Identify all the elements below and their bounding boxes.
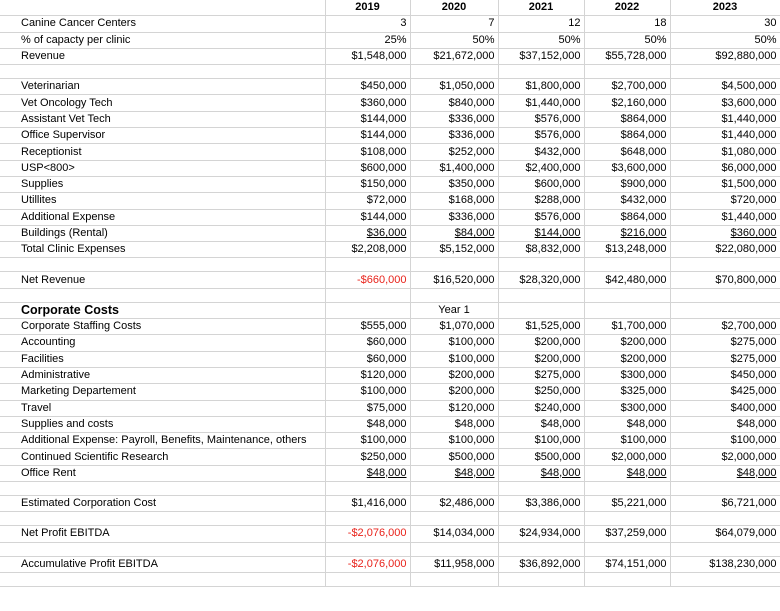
- value-cell[interactable]: $250,000: [498, 384, 584, 400]
- value-cell[interactable]: $252,000: [410, 144, 498, 160]
- header-row: [0, 0, 780, 16]
- value-cell[interactable]: $1,440,000: [670, 111, 780, 127]
- value-cell[interactable]: $216,000: [584, 225, 670, 241]
- value-cell[interactable]: $288,000: [498, 193, 584, 209]
- blank-row: [0, 258, 780, 272]
- blank-row: [0, 542, 780, 556]
- empty-cell[interactable]: [498, 258, 584, 272]
- value-cell[interactable]: $100,000: [410, 433, 498, 449]
- value-cell[interactable]: 50%: [498, 32, 584, 48]
- value-cell[interactable]: $350,000: [410, 176, 498, 192]
- value-cell[interactable]: $336,000: [410, 128, 498, 144]
- value-cell[interactable]: $37,259,000: [584, 526, 670, 542]
- value-cell[interactable]: 3: [325, 16, 410, 32]
- value-cell[interactable]: $200,000: [410, 384, 498, 400]
- table-row: [0, 79, 780, 95]
- empty-cell[interactable]: [584, 302, 670, 318]
- value-cell[interactable]: $840,000: [410, 95, 498, 111]
- row-label-cell[interactable]: Travel: [0, 400, 325, 416]
- table-row: [0, 400, 780, 416]
- value-cell[interactable]: $48,000: [584, 465, 670, 481]
- row-label-cell[interactable]: Supplies: [0, 176, 325, 192]
- row-label-cell[interactable]: Net Profit EBITDA: [0, 526, 325, 542]
- empty-cell[interactable]: [498, 542, 584, 556]
- empty-cell[interactable]: [670, 542, 780, 556]
- value-cell[interactable]: $24,934,000: [498, 526, 584, 542]
- row-label-cell[interactable]: % of capacty per clinic: [0, 32, 325, 48]
- value-cell[interactable]: $3,600,000: [670, 95, 780, 111]
- empty-cell[interactable]: [670, 65, 780, 79]
- row-label-cell[interactable]: Additional Expense: [0, 209, 325, 225]
- value-cell[interactable]: $5,221,000: [584, 496, 670, 512]
- value-cell[interactable]: $425,000: [670, 384, 780, 400]
- year-header-cell[interactable]: 2021: [498, 0, 584, 16]
- value-cell[interactable]: $100,000: [498, 433, 584, 449]
- empty-cell[interactable]: [325, 302, 410, 318]
- value-cell[interactable]: $600,000: [325, 160, 410, 176]
- value-cell[interactable]: $1,548,000: [325, 48, 410, 64]
- year-note-cell[interactable]: Year 1: [410, 302, 498, 318]
- value-cell[interactable]: $75,000: [325, 400, 410, 416]
- value-cell[interactable]: $22,080,000: [670, 242, 780, 258]
- value-cell[interactable]: $48,000: [670, 416, 780, 432]
- value-cell[interactable]: $70,800,000: [670, 272, 780, 288]
- blank-row: [0, 65, 780, 79]
- value-cell[interactable]: $450,000: [670, 367, 780, 383]
- table-row: [0, 433, 780, 449]
- value-cell[interactable]: $120,000: [325, 367, 410, 383]
- empty-cell[interactable]: [670, 302, 780, 318]
- value-cell[interactable]: $144,000: [325, 128, 410, 144]
- value-cell[interactable]: $8,832,000: [498, 242, 584, 258]
- table-row: [0, 160, 780, 176]
- empty-cell[interactable]: [670, 482, 780, 496]
- empty-cell[interactable]: [410, 258, 498, 272]
- value-cell[interactable]: $1,400,000: [410, 160, 498, 176]
- row-label-cell[interactable]: Receptionist: [0, 144, 325, 160]
- value-cell[interactable]: $120,000: [410, 400, 498, 416]
- section-title[interactable]: Corporate Costs: [0, 302, 325, 318]
- corporate-title-row: [0, 302, 780, 318]
- value-cell[interactable]: $900,000: [584, 176, 670, 192]
- value-cell[interactable]: $48,000: [498, 465, 584, 481]
- value-cell[interactable]: $2,400,000: [498, 160, 584, 176]
- value-cell[interactable]: $864,000: [584, 111, 670, 127]
- value-cell[interactable]: $200,000: [584, 335, 670, 351]
- value-cell[interactable]: $64,079,000: [670, 526, 780, 542]
- value-cell[interactable]: $1,440,000: [498, 95, 584, 111]
- empty-cell[interactable]: [0, 288, 325, 302]
- empty-cell[interactable]: [670, 258, 780, 272]
- value-cell[interactable]: $13,248,000: [584, 242, 670, 258]
- value-cell[interactable]: $576,000: [498, 209, 584, 225]
- row-label-cell[interactable]: Continued Scientific Research: [0, 449, 325, 465]
- value-cell[interactable]: $28,320,000: [498, 272, 584, 288]
- empty-cell[interactable]: [325, 288, 410, 302]
- value-cell[interactable]: $5,152,000: [410, 242, 498, 258]
- empty-cell[interactable]: [325, 258, 410, 272]
- row-label-cell[interactable]: Marketing Departement: [0, 384, 325, 400]
- year-header-cell[interactable]: 2019: [325, 0, 410, 16]
- row-label-cell[interactable]: Administrative: [0, 367, 325, 383]
- row-label-cell[interactable]: Estimated Corporation Cost: [0, 496, 325, 512]
- value-cell[interactable]: $6,000,000: [670, 160, 780, 176]
- empty-cell[interactable]: [410, 288, 498, 302]
- value-cell[interactable]: 50%: [584, 32, 670, 48]
- value-cell[interactable]: $36,892,000: [498, 556, 584, 572]
- value-cell[interactable]: $2,486,000: [410, 496, 498, 512]
- table-row: [0, 144, 780, 160]
- value-cell[interactable]: $100,000: [584, 433, 670, 449]
- value-cell[interactable]: $6,721,000: [670, 496, 780, 512]
- year-header-cell[interactable]: 2023: [670, 0, 780, 16]
- value-cell[interactable]: -$2,076,000: [325, 526, 410, 542]
- empty-cell[interactable]: [498, 512, 584, 526]
- blank-row: [0, 512, 780, 526]
- value-cell[interactable]: $21,672,000: [410, 48, 498, 64]
- value-cell[interactable]: $325,000: [584, 384, 670, 400]
- table-row: [0, 193, 780, 209]
- value-cell[interactable]: -$660,000: [325, 272, 410, 288]
- row-label-cell[interactable]: Supplies and costs: [0, 416, 325, 432]
- empty-cell[interactable]: [0, 572, 325, 586]
- value-cell[interactable]: 50%: [670, 32, 780, 48]
- value-cell[interactable]: $48,000: [410, 465, 498, 481]
- row-label-cell[interactable]: Net Revenue: [0, 272, 325, 288]
- row-label-cell[interactable]: Accounting: [0, 335, 325, 351]
- value-cell[interactable]: $100,000: [670, 433, 780, 449]
- value-cell[interactable]: $2,208,000: [325, 242, 410, 258]
- empty-cell[interactable]: [498, 65, 584, 79]
- value-cell[interactable]: $300,000: [584, 367, 670, 383]
- value-cell[interactable]: $48,000: [498, 416, 584, 432]
- table-row: [0, 48, 780, 64]
- value-cell[interactable]: $36,000: [325, 225, 410, 241]
- empty-cell[interactable]: [410, 572, 498, 586]
- empty-cell[interactable]: [0, 65, 325, 79]
- value-cell[interactable]: $100,000: [410, 335, 498, 351]
- row-label-cell[interactable]: Corporate Staffing Costs: [0, 319, 325, 335]
- value-cell[interactable]: $144,000: [498, 225, 584, 241]
- value-cell[interactable]: 7: [410, 16, 498, 32]
- table-row: [0, 351, 780, 367]
- table-row: [0, 242, 780, 258]
- table-row: [0, 526, 780, 542]
- empty-cell[interactable]: [0, 0, 325, 16]
- row-label-cell[interactable]: Vet Oncology Tech: [0, 95, 325, 111]
- value-cell[interactable]: $1,525,000: [498, 319, 584, 335]
- table-row: [0, 111, 780, 127]
- value-cell[interactable]: $336,000: [410, 209, 498, 225]
- value-cell[interactable]: $240,000: [498, 400, 584, 416]
- value-cell[interactable]: $864,000: [584, 128, 670, 144]
- value-cell[interactable]: 30: [670, 16, 780, 32]
- value-cell[interactable]: $16,520,000: [410, 272, 498, 288]
- value-cell[interactable]: $450,000: [325, 79, 410, 95]
- value-cell[interactable]: $2,700,000: [584, 79, 670, 95]
- value-cell[interactable]: $74,151,000: [584, 556, 670, 572]
- table-row: [0, 319, 780, 335]
- value-cell[interactable]: $1,440,000: [670, 209, 780, 225]
- value-cell[interactable]: $2,160,000: [584, 95, 670, 111]
- value-cell[interactable]: $2,700,000: [670, 319, 780, 335]
- empty-cell[interactable]: [584, 512, 670, 526]
- value-cell[interactable]: $250,000: [325, 449, 410, 465]
- value-cell[interactable]: $168,000: [410, 193, 498, 209]
- empty-cell[interactable]: [670, 512, 780, 526]
- row-label-cell[interactable]: Canine Cancer Centers: [0, 16, 325, 32]
- value-cell[interactable]: $275,000: [498, 367, 584, 383]
- table-row: [0, 384, 780, 400]
- value-cell[interactable]: 12: [498, 16, 584, 32]
- value-cell[interactable]: $200,000: [584, 351, 670, 367]
- blank-row: [0, 572, 780, 586]
- table-row: [0, 556, 780, 572]
- value-cell[interactable]: $720,000: [670, 193, 780, 209]
- value-cell[interactable]: $72,000: [325, 193, 410, 209]
- table-row: [0, 335, 780, 351]
- blank-row: [0, 288, 780, 302]
- value-cell[interactable]: $84,000: [410, 225, 498, 241]
- value-cell[interactable]: $275,000: [670, 351, 780, 367]
- value-cell[interactable]: $200,000: [498, 351, 584, 367]
- empty-cell[interactable]: [0, 482, 325, 496]
- row-label-cell[interactable]: Total Clinic Expenses: [0, 242, 325, 258]
- empty-cell[interactable]: [670, 572, 780, 586]
- value-cell[interactable]: $48,000: [325, 465, 410, 481]
- value-cell[interactable]: $60,000: [325, 351, 410, 367]
- value-cell[interactable]: $48,000: [670, 465, 780, 481]
- row-label-cell[interactable]: Veterinarian: [0, 79, 325, 95]
- value-cell[interactable]: $1,800,000: [498, 79, 584, 95]
- value-cell[interactable]: $1,416,000: [325, 496, 410, 512]
- year-header-cell[interactable]: 2022: [584, 0, 670, 16]
- empty-cell[interactable]: [584, 288, 670, 302]
- value-cell[interactable]: $1,700,000: [584, 319, 670, 335]
- row-label-cell[interactable]: Accumulative Profit EBITDA: [0, 556, 325, 572]
- row-label-cell[interactable]: Assistant Vet Tech: [0, 111, 325, 127]
- table-row: [0, 32, 780, 48]
- value-cell[interactable]: $150,000: [325, 176, 410, 192]
- empty-cell[interactable]: [584, 542, 670, 556]
- value-cell[interactable]: $1,070,000: [410, 319, 498, 335]
- value-cell[interactable]: $500,000: [498, 449, 584, 465]
- row-label-cell[interactable]: Facilities: [0, 351, 325, 367]
- value-cell[interactable]: $200,000: [410, 367, 498, 383]
- value-cell[interactable]: $576,000: [498, 128, 584, 144]
- empty-cell[interactable]: [584, 258, 670, 272]
- empty-cell[interactable]: [0, 542, 325, 556]
- value-cell[interactable]: $55,728,000: [584, 48, 670, 64]
- empty-cell[interactable]: [584, 65, 670, 79]
- empty-cell[interactable]: [410, 542, 498, 556]
- value-cell[interactable]: $48,000: [410, 416, 498, 432]
- value-cell[interactable]: $3,386,000: [498, 496, 584, 512]
- blank-row: [0, 482, 780, 496]
- value-cell[interactable]: $1,440,000: [670, 128, 780, 144]
- value-cell[interactable]: $300,000: [584, 400, 670, 416]
- empty-cell[interactable]: [325, 512, 410, 526]
- empty-cell[interactable]: [410, 512, 498, 526]
- empty-cell[interactable]: [498, 302, 584, 318]
- table-row: [0, 367, 780, 383]
- table-row: [0, 176, 780, 192]
- empty-cell[interactable]: [325, 572, 410, 586]
- value-cell[interactable]: $48,000: [584, 416, 670, 432]
- value-cell[interactable]: 18: [584, 16, 670, 32]
- value-cell[interactable]: $600,000: [498, 176, 584, 192]
- value-cell[interactable]: $275,000: [670, 335, 780, 351]
- value-cell[interactable]: $14,034,000: [410, 526, 498, 542]
- empty-cell[interactable]: [498, 572, 584, 586]
- value-cell[interactable]: $3,600,000: [584, 160, 670, 176]
- empty-cell[interactable]: [325, 542, 410, 556]
- value-cell[interactable]: $432,000: [498, 144, 584, 160]
- table-row: [0, 272, 780, 288]
- value-cell[interactable]: $108,000: [325, 144, 410, 160]
- value-cell[interactable]: -$2,076,000: [325, 556, 410, 572]
- empty-cell[interactable]: [0, 512, 325, 526]
- value-cell[interactable]: $1,050,000: [410, 79, 498, 95]
- value-cell[interactable]: $1,080,000: [670, 144, 780, 160]
- empty-cell[interactable]: [325, 65, 410, 79]
- table-row: [0, 416, 780, 432]
- table-row: [0, 496, 780, 512]
- value-cell[interactable]: $360,000: [325, 95, 410, 111]
- value-cell[interactable]: $11,958,000: [410, 556, 498, 572]
- row-label-cell[interactable]: Buildings (Rental): [0, 225, 325, 241]
- value-cell[interactable]: $864,000: [584, 209, 670, 225]
- value-cell[interactable]: $336,000: [410, 111, 498, 127]
- value-cell[interactable]: $42,480,000: [584, 272, 670, 288]
- value-cell[interactable]: $100,000: [410, 351, 498, 367]
- empty-cell[interactable]: [410, 482, 498, 496]
- value-cell[interactable]: $2,000,000: [670, 449, 780, 465]
- value-cell[interactable]: $2,000,000: [584, 449, 670, 465]
- row-label-cell[interactable]: Revenue: [0, 48, 325, 64]
- value-cell[interactable]: $432,000: [584, 193, 670, 209]
- value-cell[interactable]: $360,000: [670, 225, 780, 241]
- table-row: [0, 225, 780, 241]
- value-cell[interactable]: $138,230,000: [670, 556, 780, 572]
- value-cell[interactable]: $92,880,000: [670, 48, 780, 64]
- row-label-cell[interactable]: Additional Expense: Payroll, Benefits, Maintenance, others: [0, 433, 325, 449]
- value-cell[interactable]: $400,000: [670, 400, 780, 416]
- table-row: [0, 465, 780, 481]
- table-row: [0, 449, 780, 465]
- value-cell[interactable]: $144,000: [325, 209, 410, 225]
- value-cell[interactable]: $500,000: [410, 449, 498, 465]
- table-row: [0, 128, 780, 144]
- year-header-cell[interactable]: 2020: [410, 0, 498, 16]
- value-cell[interactable]: $555,000: [325, 319, 410, 335]
- value-cell[interactable]: $200,000: [498, 335, 584, 351]
- row-label-cell[interactable]: Office Rent: [0, 465, 325, 481]
- value-cell[interactable]: $37,152,000: [498, 48, 584, 64]
- value-cell[interactable]: $100,000: [325, 433, 410, 449]
- value-cell[interactable]: 50%: [410, 32, 498, 48]
- value-cell[interactable]: $4,500,000: [670, 79, 780, 95]
- empty-cell[interactable]: [498, 288, 584, 302]
- value-cell[interactable]: 25%: [325, 32, 410, 48]
- empty-cell[interactable]: [584, 482, 670, 496]
- row-label-cell[interactable]: USP<800>: [0, 160, 325, 176]
- value-cell[interactable]: $576,000: [498, 111, 584, 127]
- table-row: [0, 95, 780, 111]
- value-cell[interactable]: $48,000: [325, 416, 410, 432]
- empty-cell[interactable]: [410, 65, 498, 79]
- row-label-cell[interactable]: Utillites: [0, 193, 325, 209]
- table-row: [0, 209, 780, 225]
- value-cell[interactable]: $144,000: [325, 111, 410, 127]
- empty-cell[interactable]: [0, 258, 325, 272]
- row-label-cell[interactable]: Office Supervisor: [0, 128, 325, 144]
- empty-cell[interactable]: [584, 572, 670, 586]
- empty-cell[interactable]: [498, 482, 584, 496]
- value-cell[interactable]: $648,000: [584, 144, 670, 160]
- table-row: [0, 16, 780, 32]
- value-cell[interactable]: $100,000: [325, 384, 410, 400]
- empty-cell[interactable]: [325, 482, 410, 496]
- empty-cell[interactable]: [670, 288, 780, 302]
- value-cell[interactable]: $1,500,000: [670, 176, 780, 192]
- value-cell[interactable]: $60,000: [325, 335, 410, 351]
